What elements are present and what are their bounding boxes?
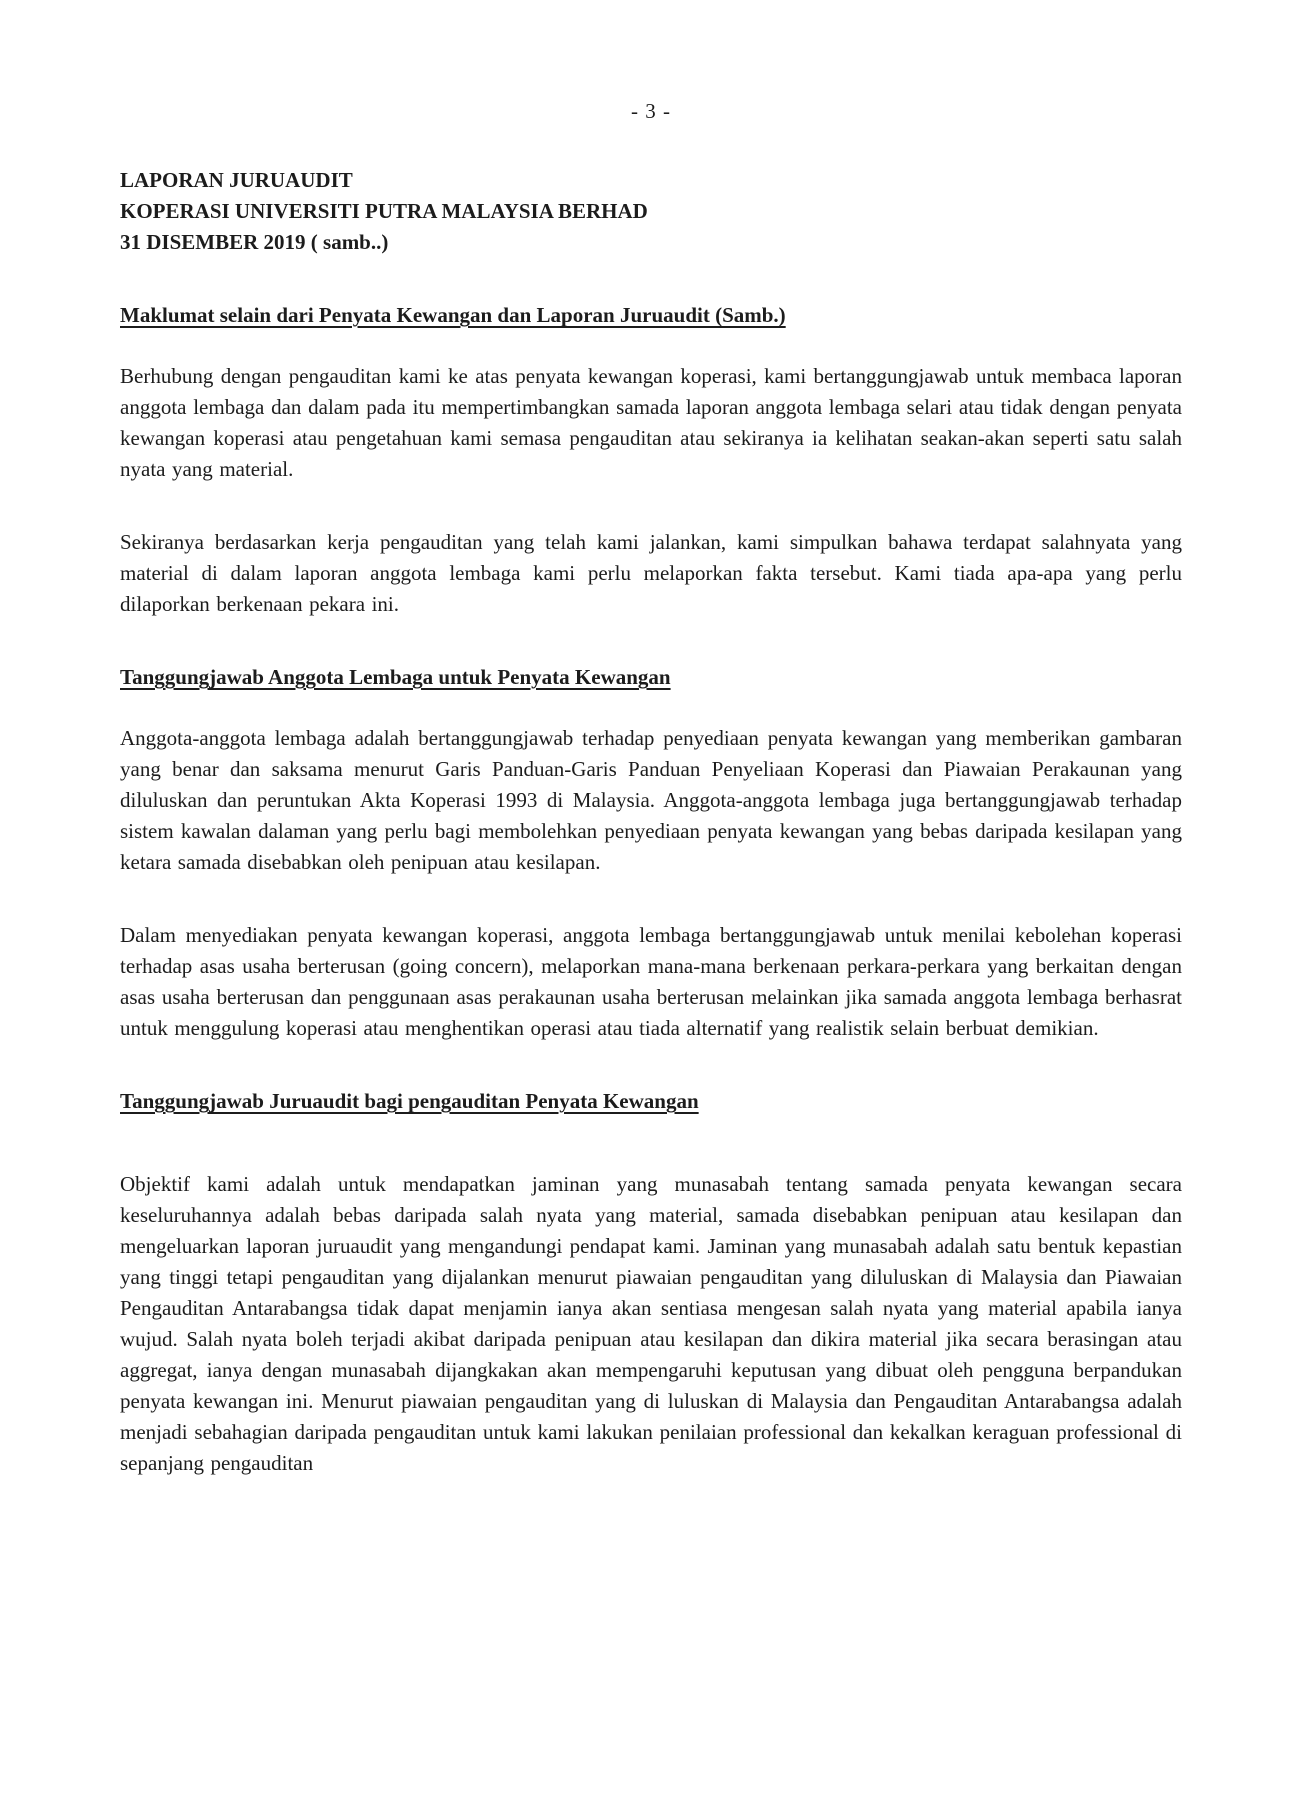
report-title-line-3: 31 DISEMBER 2019 ( samb..) xyxy=(120,230,389,254)
paragraph: Objektif kami adalah untuk mendapatkan jaminan yang munasabah tentang samada penyata kewangan secara keseluruhannya adalah bebas daripada salah nyata yang material, samada disebabkan penipuan atau kesilapan dan mengeluarkan laporan juruaudit yang mengandungi pendapat kami. Jaminan yang munasabah adalah satu bentuk kepastian yang tinggi tetapi pengauditan yang dijalankan menurut piawaian pengauditan yang diluluskan di Malaysia dan Piawaian Pengauditan Antarabangsa tidak dapat menjamin ianya akan sentiasa mengesan salah nyata yang material apabila ianya wujud. Salah nyata boleh terjadi akibat daripada penipuan atau kesilapan dan dikira material jika secara berasingan atau aggregat, ianya dengan munasabah dijangkakan akan mempengaruhi keputusan yang dibuat oleh pengguna berpandukan penyata kewangan ini. Menurut piawaian pengauditan yang di luluskan di Malaysia dan Pengauditan Antarabangsa adalah menjadi sebahagian daripada pengauditan untuk kami lakukan penilaian professional dan kekalkan keraguan professional di sepanjang pengauditan xyxy=(120,1172,1182,1475)
paragraph: Anggota-anggota lembaga adalah bertanggungjawab terhadap penyediaan penyata kewangan yang memberikan gambaran yang benar dan saksama menurut Garis Panduan-Garis Panduan Penyeliaan Koperasi dan Piawaian Perakaunan yang diluluskan dan peruntukan Akta Koperasi 1993 di Malaysia. Anggota-anggota lembaga juga bertanggungjawab terhadap sistem kawalan dalaman yang perlu bagi membolehkan penyediaan penyata kewangan yang bebas daripada kesilapan yang ketara samada disebabkan oleh penipuan atau kesilapan. xyxy=(120,726,1182,874)
section-heading-tanggungjawab-juruaudit: Tanggungjawab Juruaudit bagi pengauditan Penyata Kewangan xyxy=(120,1089,699,1113)
paragraph: Sekiranya berdasarkan kerja pengauditan yang telah kami jalankan, kami simpulkan bahawa terdapat salahnyata yang material di dalam laporan anggota lembaga kami perlu melaporkan fakta tersebut. Kami tiada apa-apa yang perlu dilaporkan berkenaan pekara ini. xyxy=(120,530,1182,616)
report-title-block xyxy=(120,165,1182,258)
report-title-line-1: LAPORAN JURUAUDIT xyxy=(120,168,353,192)
section-tanggungjawab-anggota-lembaga xyxy=(120,662,1182,1044)
page-number: - 3 - xyxy=(631,99,671,123)
section-maklumat-selain xyxy=(120,300,1182,620)
section-heading-tanggungjawab-anggota-lembaga: Tanggungjawab Anggota Lembaga untuk Penyata Kewangan xyxy=(120,665,671,689)
section-heading-maklumat-selain: Maklumat selain dari Penyata Kewangan dan Laporan Juruaudit (Samb.) xyxy=(120,303,786,327)
paragraph: Berhubung dengan pengauditan kami ke atas penyata kewangan koperasi, kami bertanggungjawab untuk membaca laporan anggota lembaga dan dalam pada itu mempertimbangkan samada laporan anggota lembaga selari atau tidak dengan penyata kewangan koperasi atau pengetahuan kami semasa pengauditan atau sekiranya ia kelihatan seakan-akan seperti satu salah nyata yang material. xyxy=(120,364,1182,481)
report-title-line-2: KOPERASI UNIVERSITI PUTRA MALAYSIA BERHAD xyxy=(120,199,648,223)
section-tanggungjawab-juruaudit xyxy=(120,1086,1182,1479)
paragraph: Dalam menyediakan penyata kewangan koperasi, anggota lembaga bertanggungjawab untuk menilai kebolehan koperasi terhadap asas usaha berterusan (going concern), melaporkan mana-mana berkenaan perkara-perkara yang berkaitan dengan asas usaha berterusan dan penggunaan asas perakaunan usaha berterusan melainkan jika samada anggota lembaga berhasrat untuk menggulung koperasi atau menghentikan operasi atau tiada alternatif yang realistik selain berbuat demikian. xyxy=(120,923,1182,1040)
